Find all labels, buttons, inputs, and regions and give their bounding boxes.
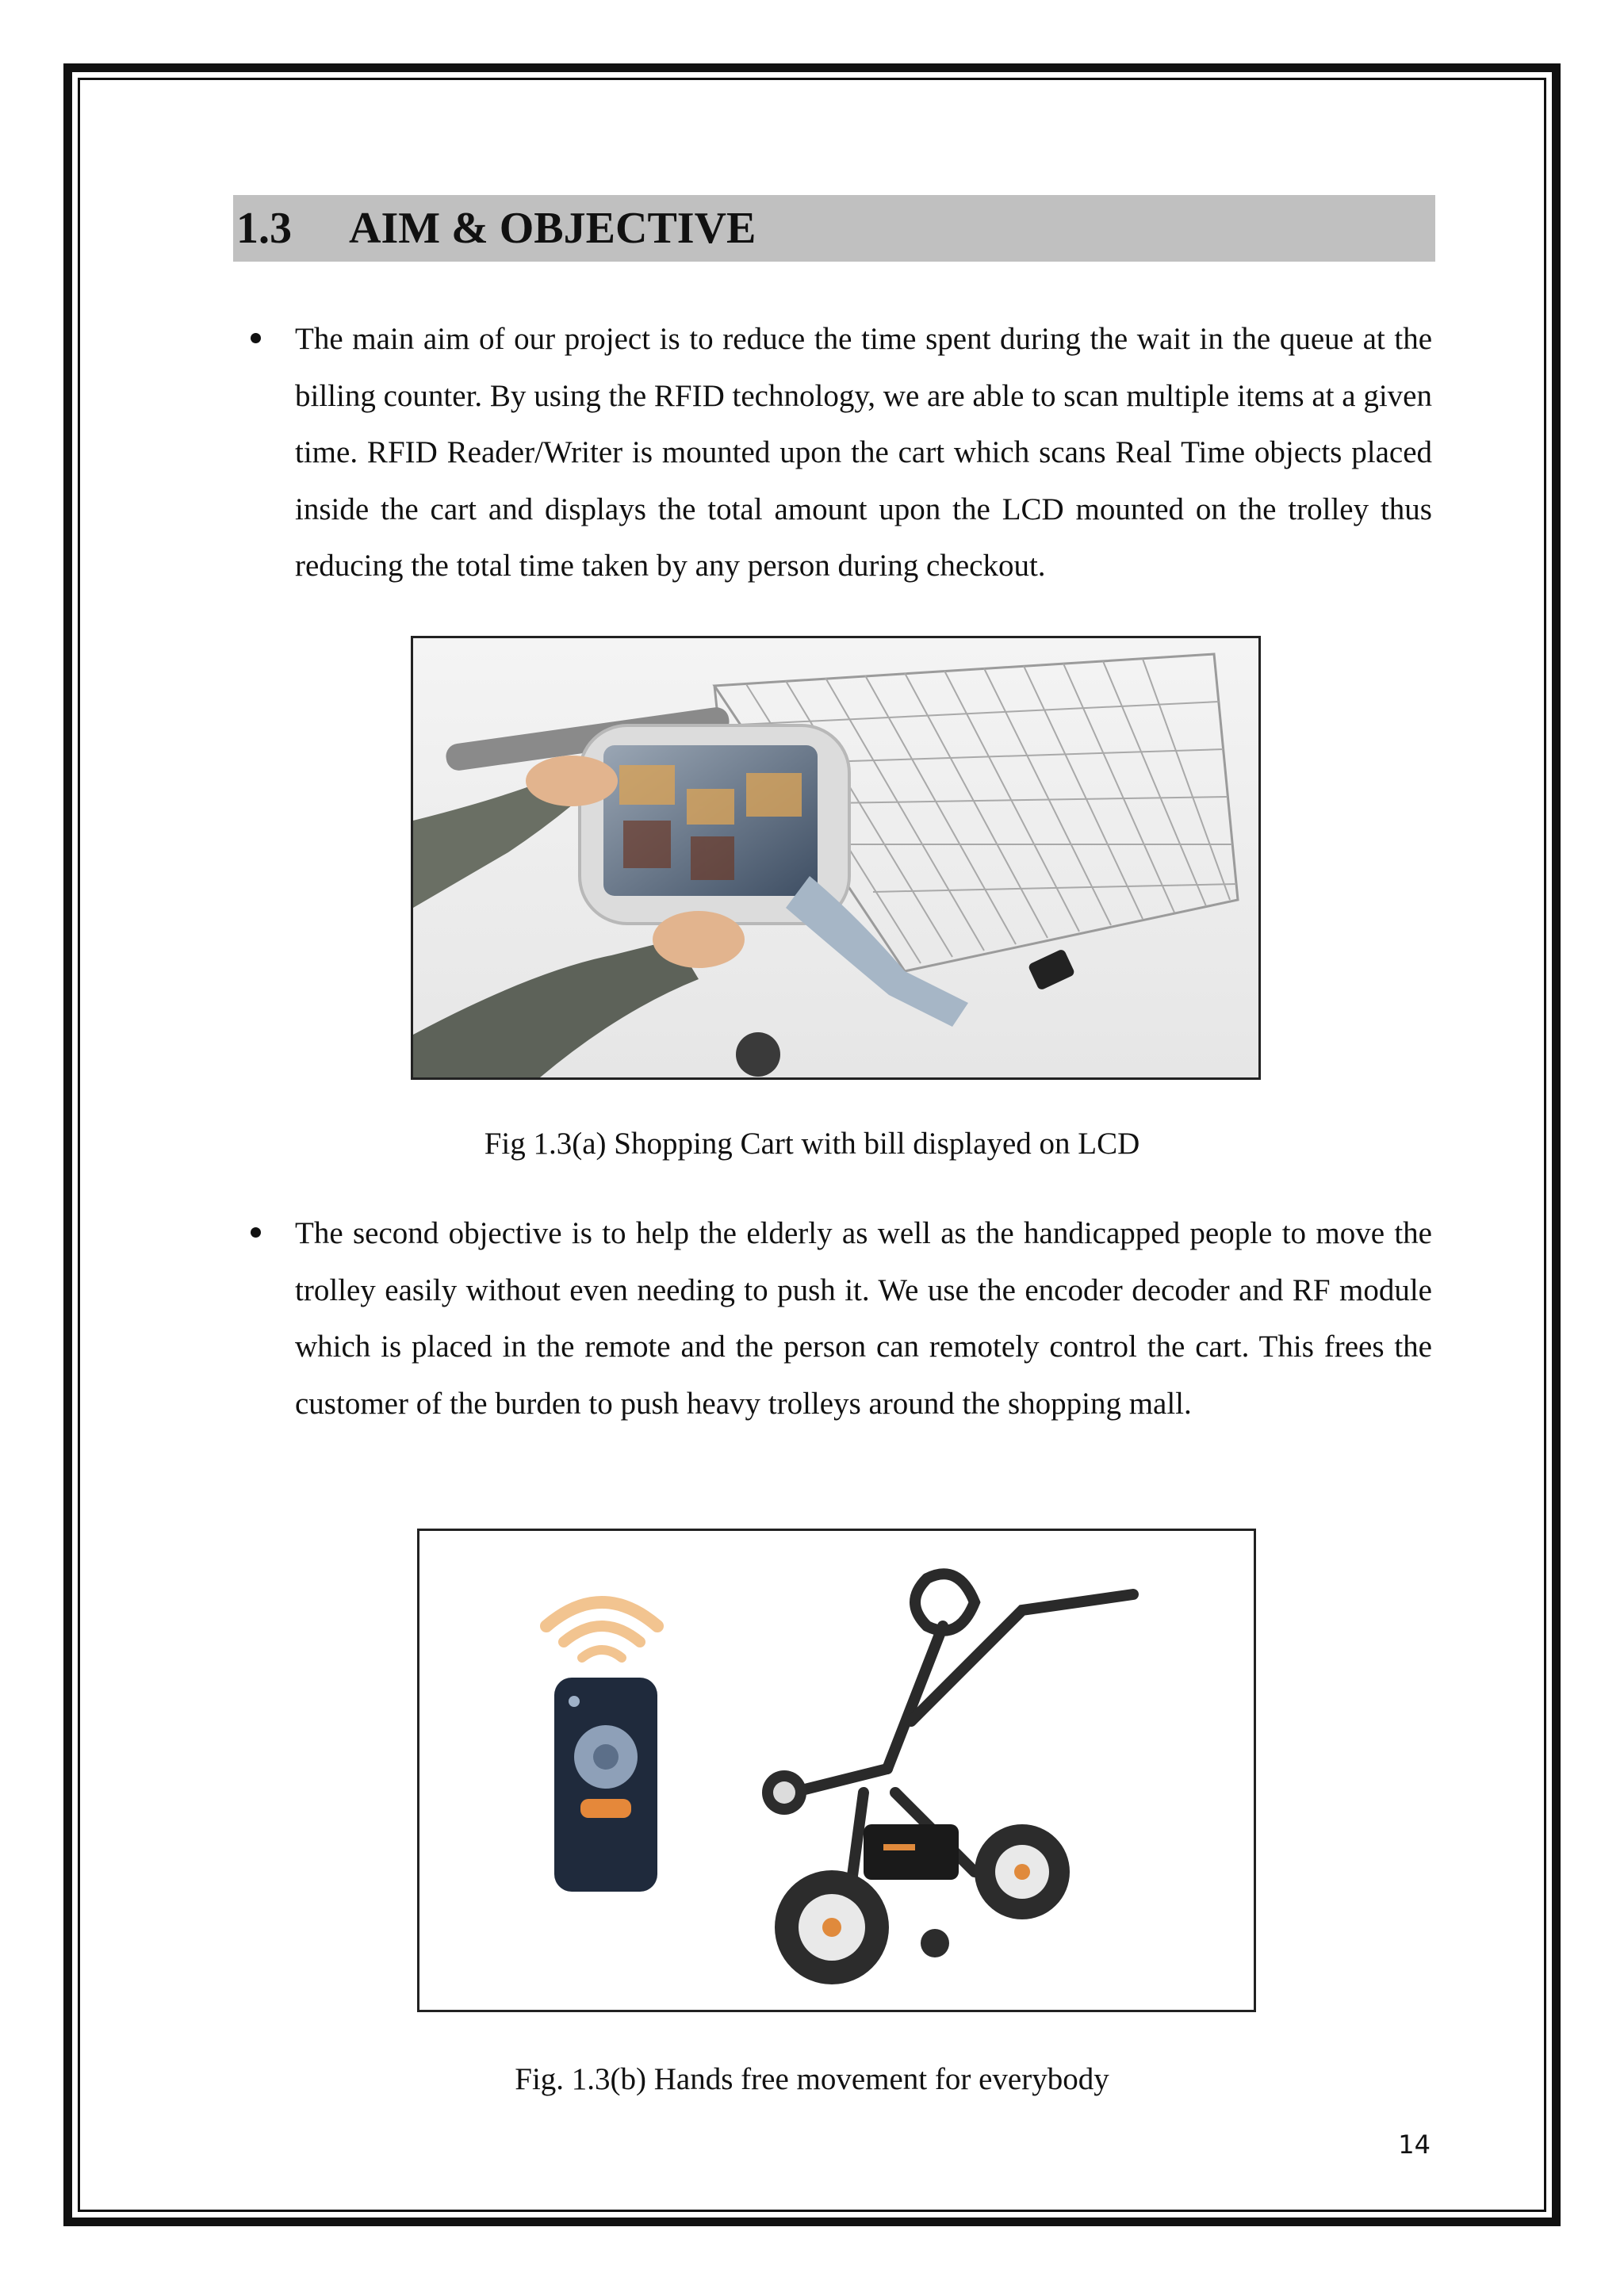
- remote-trolley-illustration: [419, 1531, 1254, 2010]
- figure-caption-a: Fig 1.3(a) Shopping Cart with bill displayed on LCD: [484, 1127, 1140, 1161]
- section-title: AIM & OBJECTIVE: [349, 204, 756, 253]
- bullet-item-second-objective: [236, 1205, 1432, 1432]
- figure-shopping-cart-image: [411, 636, 1261, 1080]
- figure-remote-trolley-image: [417, 1529, 1256, 2012]
- bullet-text: The main aim of our project is to reduce the time spent during the wait in the queue at the billing counter. By using the RFID technology, we are able to scan multiple items at a given time. RFID Reader/Writer is mounted upon the cart which scans Real Time objects placed inside the cart and displays the total amount upon the LCD mounted on the trolley thus reducing the total time taken by any person during checkout.: [295, 322, 1432, 583]
- bullet-text: The second objective is to help the elderly as well as the handicapped people to move the trolley easily without even needing to push it. We use the encoder decoder and RF module which is placed in the remote and the person can remotely control the cart. This frees the customer of the burden to push heavy trolleys around the shopping mall.: [295, 1216, 1432, 1421]
- shopping-cart-illustration: [413, 638, 1258, 1077]
- figure-caption-b: Fig. 1.3(b) Hands free movement for everybody: [515, 2062, 1109, 2096]
- section-number: 1.3: [236, 204, 292, 253]
- page-number: 14: [1398, 2130, 1431, 2160]
- bullet-item-aim: [236, 311, 1432, 595]
- bullet-icon: [251, 1227, 261, 1238]
- bullet-icon: [251, 333, 261, 343]
- section-heading: [233, 195, 1435, 262]
